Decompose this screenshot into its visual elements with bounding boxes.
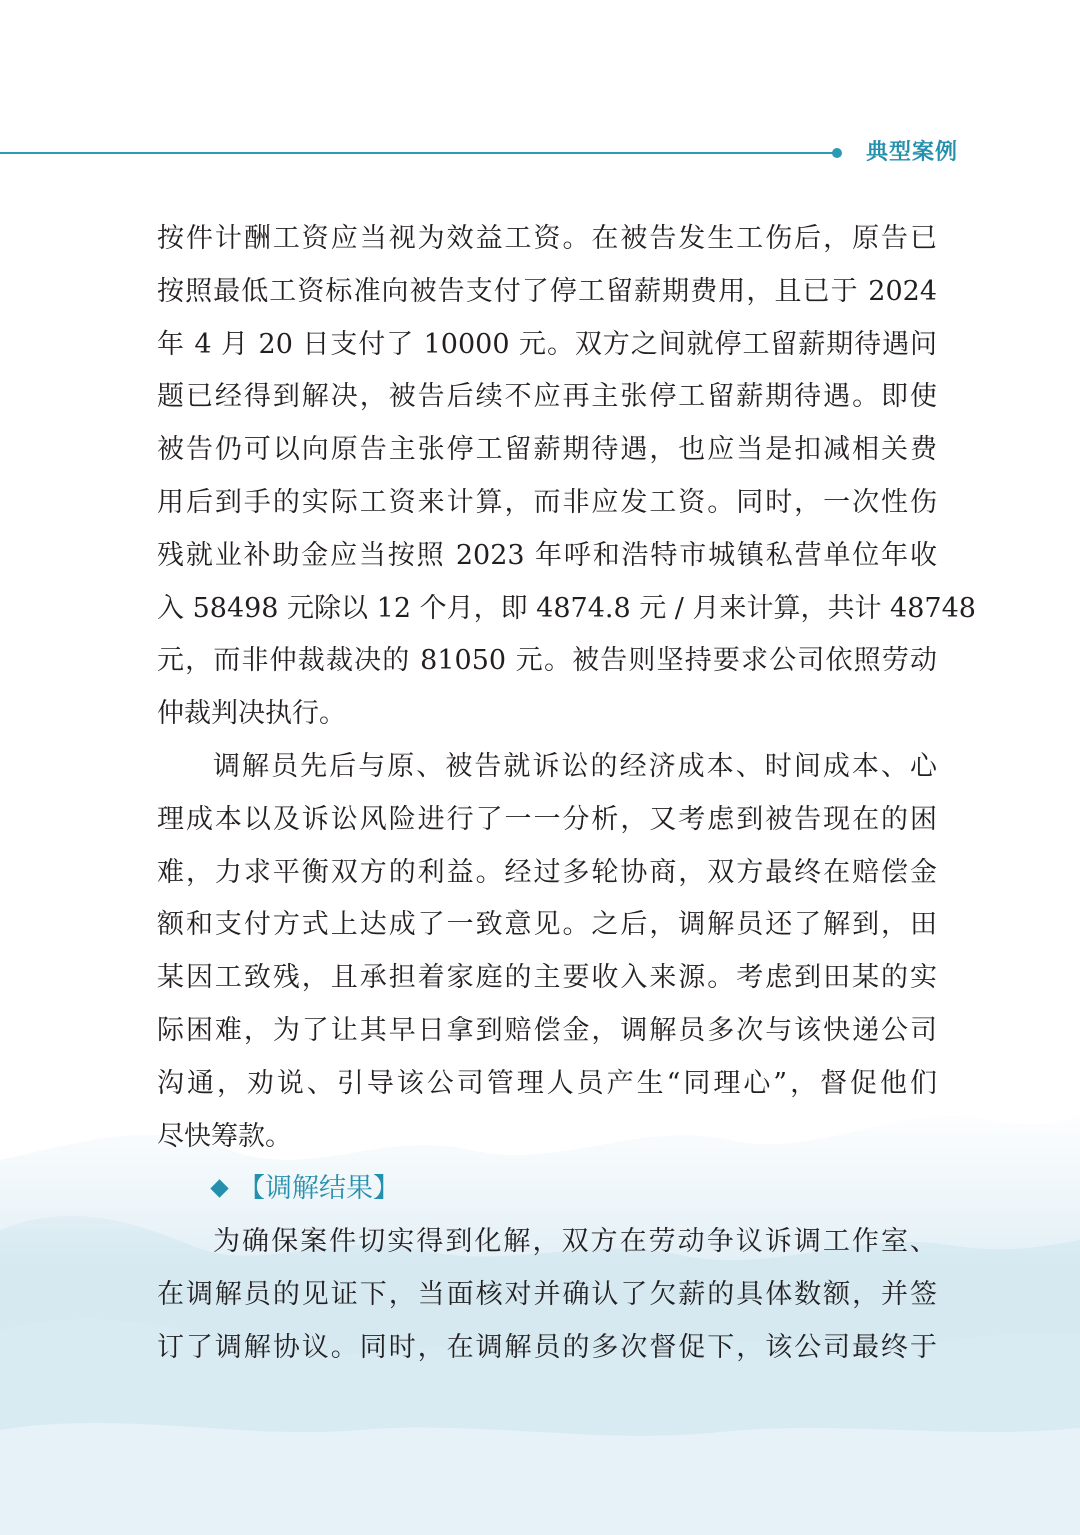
subheading-mediation-result — [157, 1163, 937, 1216]
mountain-ridge-base — [0, 1423, 1080, 1535]
header-rule — [0, 152, 838, 154]
text-line: 沟通，劝说、引导该公司管理人员产生“同理心”，督促他们 — [157, 1067, 937, 1099]
text-line: 某因工致残，且承担着家庭的主要收入来源。考虑到田某的实 — [157, 962, 937, 994]
text-line: 元，而非仲裁裁决的 81050 元。被告则坚持要求公司依照劳动 — [157, 645, 937, 677]
text-line: 难，力求平衡双方的利益。经过多轮协商，双方最终在赔偿金 — [157, 856, 937, 888]
text-line: 尽快筹款。 — [157, 1120, 292, 1152]
text-line: 额和支付方式上达成了一致意见。之后，调解员还了解到，田 — [157, 909, 937, 941]
text-line: 为确保案件切实得到化解，双方在劳动争议诉调工作室、 — [213, 1226, 937, 1258]
text-line: 年 4 月 20 日支付了 10000 元。双方之间就停工留薪期待遇问 — [157, 328, 937, 360]
text-line: 仲裁判决执行。 — [157, 698, 346, 730]
subheading-label: 【调解结果】 — [238, 1173, 400, 1205]
text-line: 按件计酬工资应当视为效益工资。在被告发生工伤后，原告已 — [157, 223, 937, 254]
text-line: 残就业补助金应当按照 2023 年呼和浩特市城镇私营单位年收 — [157, 539, 937, 571]
body-text — [157, 213, 976, 1375]
text-line: 订了调解协议。同时，在调解员的多次督促下，该公司最终于 — [157, 1331, 937, 1363]
text-line: 入 58498 元除以 12 个月，即 4874.8 元 / 月来计算，共计 48748 — [157, 592, 976, 624]
section-label: 典型案例 — [866, 140, 959, 165]
text-line: 被告仍可以向原告主张停工留薪期待遇，也应当是扣减相关费 — [157, 434, 937, 466]
text-line: 际困难，为了让其早日拿到赔偿金，调解员多次与该快递公司 — [157, 1014, 937, 1046]
text-line: 按照最低工资标准向被告支付了停工留薪期费用，且已于 2024 — [157, 275, 937, 307]
text-line: 题已经得到解决，被告后续不应再主张停工留薪期待遇。即使 — [157, 381, 937, 413]
diamond-bullet-icon — [210, 1180, 228, 1198]
text-line: 调解员先后与原、被告就诉讼的经济成本、时间成本、心 — [213, 750, 937, 782]
header-rule-dot — [832, 148, 842, 158]
text-line: 在调解员的见证下，当面核对并确认了欠薪的具体数额，并签 — [157, 1278, 937, 1310]
text-line: 理成本以及诉讼风险进行了一一分析，又考虑到被告现在的困 — [157, 803, 937, 835]
text-line: 用后到手的实际工资来计算，而非应发工资。同时，一次性伤 — [157, 486, 937, 518]
